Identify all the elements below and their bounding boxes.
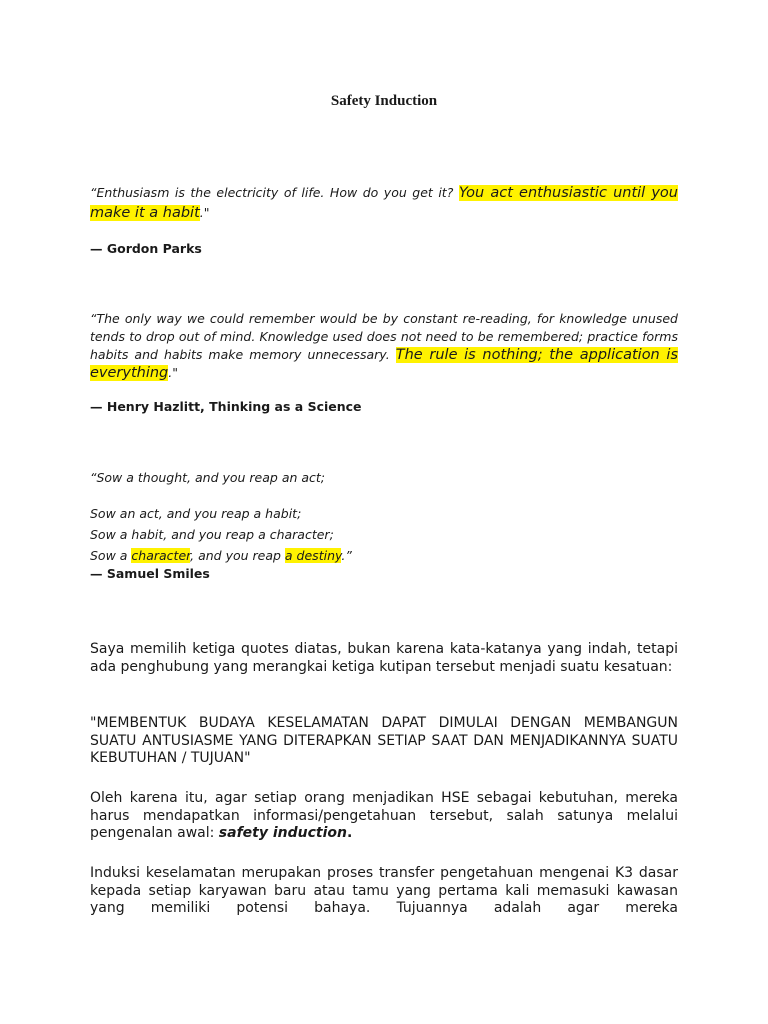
quote-highlight: a destiny: [284, 548, 342, 563]
quote-author: — Gordon Parks: [90, 241, 202, 256]
quote-highlight: character: [131, 548, 191, 563]
paragraph-definition: Induksi keselamatan merupakan proses transfer pengetahuan mengenai K3 dasar kepada setiap karyawan baru atau tamu yang pertama kali memasuki kawasan yang memiliki potensi bahaya. Tujuannya adalah agar mereka: [90, 865, 678, 916]
quote-author: — Henry Hazlitt, Thinking as a Science: [90, 399, 362, 414]
paragraph-statement: "MEMBENTUK BUDAYA KESELAMATAN DAPAT DIMULAI DENGAN MEMBANGUN SUATU ANTUSIASME YANG DITERAPKAN SETIAP SAAT DAN MENJADIKANNYA SUATU KEBUTUHAN / TUJUAN": [90, 715, 678, 766]
quote-text: “The only way we could remember would be by constant re-reading, for knowledge unused tends to drop out of mind. Knowledge used does not need to be remembered; practice forms habits and habits make memory unnecessary. The rule is nothing; the application is everything.": [90, 311, 678, 381]
page-title: Safety Induction: [330, 93, 438, 109]
paragraph-intro: Saya memilih ketiga quotes diatas, bukan karena kata-katanya yang indah, tetapi ada penghubung yang merangkai ketiga kutipan tersebut menjadi suatu kesatuan:: [90, 641, 678, 675]
quote-author: — Samuel Smiles: [90, 566, 210, 581]
quote-gordon-parks: [90, 183, 678, 223]
quote-samuel-smiles-line-1: “Sow a thought, and you reap an act;: [90, 470, 326, 485]
emphasis-safety-induction: safety induction: [218, 825, 347, 841]
paragraph-safety-induction: Oleh karena itu, agar setiap orang menjadikan HSE sebagai kebutuhan, mereka harus mendapatkan informasi/pengetahuan tersebut, salah satunya melalui pengenalan awal: safety induction.: [90, 790, 678, 841]
quote-text: “Enthusiasm is the electricity of life. How do you get it? You act enthusiastic until you make it a habit.": [90, 185, 678, 221]
quote-highlight: You act enthusiastic until you make it a habit: [90, 185, 678, 221]
quote-highlight: The rule is nothing; the application is everything: [90, 347, 678, 381]
quote-henry-hazlitt: [90, 310, 678, 382]
quote-text: Sow a character, and you reap a destiny.”: [90, 548, 352, 563]
quote-samuel-smiles-body: Sow an act, and you reap a habit; Sow a habit, and you reap a character; Sow a character, and you reap a destiny.”: [90, 503, 678, 566]
